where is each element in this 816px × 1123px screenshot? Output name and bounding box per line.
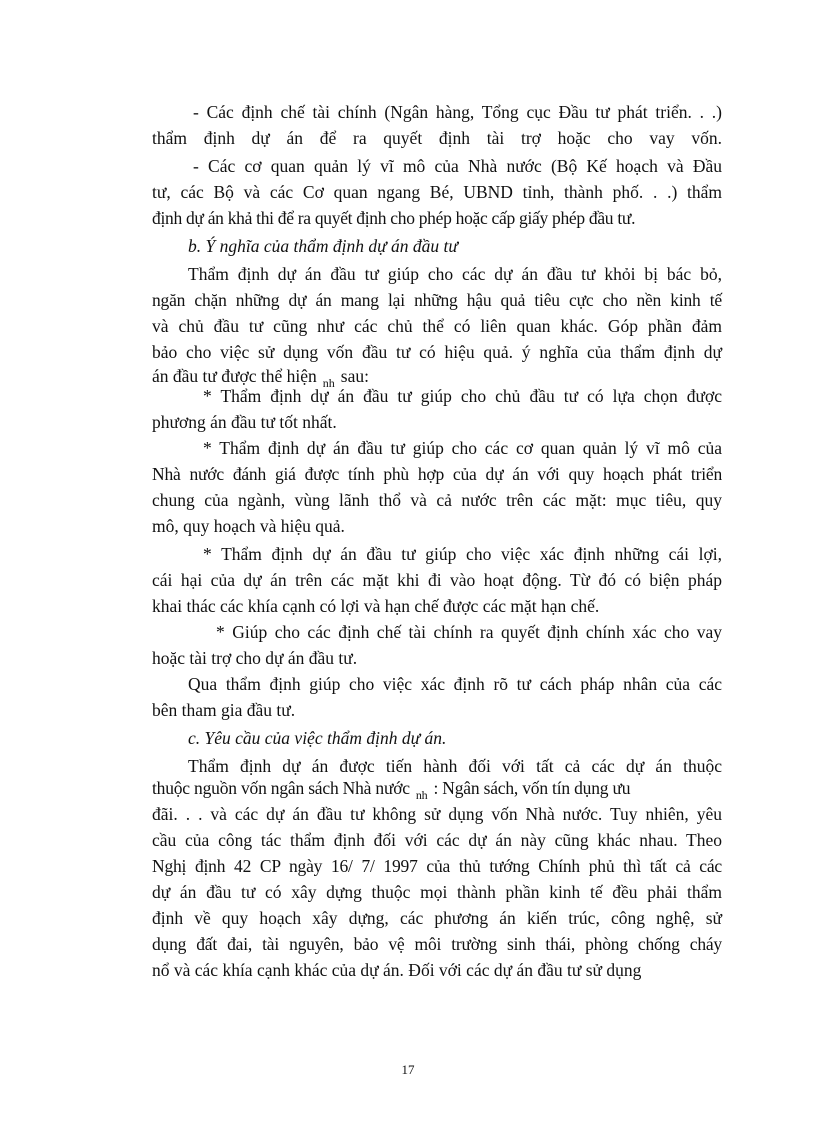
text-line: * Giúp cho các định chế tài chính ra quyết định chính xác cho vay [216,622,722,642]
text-line: bảo cho việc sử dụng vốn đầu tư có hiệu quả. ý nghĩa của thẩm định dự [152,342,722,362]
stray-subscript: nh [322,376,335,390]
text-line: dụng đất đai, tài nguyên, bảo vệ môi trường sinh thái, phòng chống cháy [152,934,722,954]
text-line: - Các định chế tài chính (Ngân hàng, Tổng cục Đầu tư phát triển. . .) [193,102,722,122]
text-line: Qua thẩm định giúp cho việc xác định rõ tư cách pháp nhân của các [188,674,722,694]
text-segment: : Ngân sách, vốn tín dụng ưu [433,778,631,798]
text-line: Nhà nước đánh giá được tính phù hợp của dự án với quy hoạch phát triển [152,464,722,484]
text-line: thẩm định dự án để ra quyết định tài trợ hoặc cho vay vốn. [152,128,722,148]
text-line: Nghị định 42 CP ngày 16/ 7/ 1997 của thủ tướng Chính phủ thì tất cả các [152,856,722,876]
text-line: khai thác các khía cạnh có lợi và hạn chế được các mặt hạn chế. [152,596,600,616]
text-line: tư, các Bộ và các Cơ quan ngang Bé, UBND tỉnh, thành phố. . .) thẩm [152,182,722,202]
text-line: * Thẩm định dự án đầu tư giúp cho chủ đầu tư có lựa chọn được [203,386,722,406]
stray-subscript: nh [415,788,428,802]
text-segment: thuộc nguồn vốn ngân sách Nhà nước [152,778,410,798]
section-heading-c: c. Yêu cầu của việc thẩm định dự án. [188,728,447,748]
text-line: và chủ đầu tư cũng như các chủ thể có liên quan khác. Góp phần đảm [152,316,722,336]
text-line: chung của ngành, vùng lãnh thổ và cả nước trên các mặt: mục tiêu, quy [152,490,722,510]
page-number: 17 [401,1062,415,1077]
text-segment: án đầu tư được thể hiện [152,366,317,386]
text-line: hoặc tài trợ cho dự án đầu tư. [152,648,358,668]
text-line: nổ và các khía cạnh khác của dự án. Đối với các dự án đầu tư sử dụng [152,960,642,980]
text-line: định dự án khả thi để ra quyết định cho phép hoặc cấp giấy phép đầu tư. [152,208,636,228]
text-line: * Thẩm định dự án đầu tư giúp cho các cơ quan quản lý vĩ mô của [203,438,722,458]
text-line [152,776,722,802]
text-segment: sau: [340,366,369,386]
text-line: phương án đầu tư tốt nhất. [152,412,337,432]
text-line: Thẩm định dự án được tiến hành đối với tất cả các dự án thuộc [188,756,722,776]
text-line: * Thẩm định dự án đầu tư giúp cho việc xác định những cái lợi, [203,544,722,564]
text-line: dự án đầu tư có xây dựng thuộc mọi thành phần kinh tế đều phải thẩm [152,882,722,902]
text-line: cầu của công tác thẩm định đối với các dự án này cũng khác nhau. Theo [152,830,722,850]
section-heading-b: b. Ý nghĩa của thẩm định dự án đầu tư [188,236,458,256]
text-line: mô, quy hoạch và hiệu quả. [152,516,345,536]
text-line: định về quy hoạch xây dựng, các phương án kiến trúc, công nghệ, sử [152,908,722,928]
text-line: cái hại của dự án trên các mặt khi đi vào hoạt động. Từ đó có biện pháp [152,570,722,590]
text-line: bên tham gia đầu tư. [152,700,296,720]
text-line: ngăn chặn những dự án mang lại những hậu quả tiêu cực cho nền kinh tế [152,290,722,310]
text-line: - Các cơ quan quản lý vĩ mô của Nhà nước (Bộ Kế hoạch và Đầu [193,156,722,176]
text-line: Thẩm định dự án đầu tư giúp cho các dự án đầu tư khỏi bị bác bỏ, [188,264,722,284]
text-line: đãi. . . và các dự án đầu tư không sử dụng vốn Nhà nước. Tuy nhiên, yêu [152,804,722,824]
